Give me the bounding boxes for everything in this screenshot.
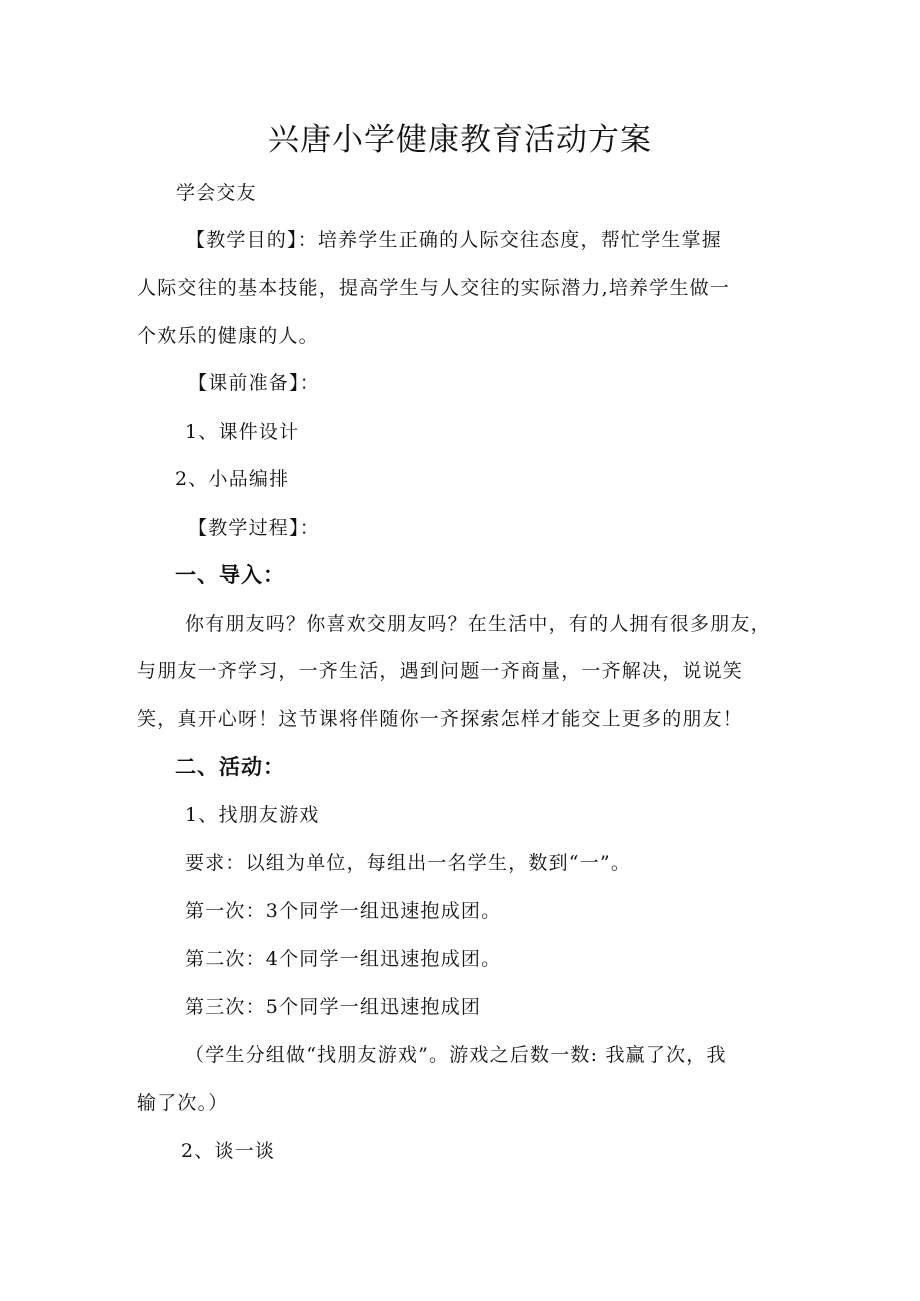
objective-line-2: 人际交往的基本技能，提高学生与人交往的实际潜力,培养学生做一 [137, 277, 731, 299]
section-1-heading: 一、导入： [175, 563, 285, 587]
lesson-subtitle: 学会交友 [176, 182, 257, 204]
activity-note-line-1: （学生分组做“找朋友游戏”。游戏之后数一数: 我赢了次，我 [185, 1044, 727, 1066]
preparation-item-2: 2、小品编排 [175, 468, 290, 490]
preparation-heading: 【课前准备】： [188, 372, 320, 394]
document-title: 兴唐小学健康教育活动方案 [268, 122, 652, 158]
activity-round-3: 第三次：5个同学一组迅速抱成团 [185, 996, 482, 1018]
section-1-line-3: 笑，真开心呀！这节课将伴随你一齐探索怎样才能交上更多的朋友！ [137, 708, 744, 730]
activity-item-1: 1、找朋友游戏 [185, 804, 320, 826]
preparation-item-1: 1、课件设计 [185, 421, 300, 443]
activity-note-line-2: 输了次。） [137, 1092, 229, 1114]
section-1-line-1: 你有朋友吗？你喜欢交朋友吗？在生活中，有的人拥有很多朋友， [185, 613, 771, 635]
activity-item-2: 2、谈一谈 [181, 1140, 276, 1162]
objective-line-1: 【教学目的】：培养学生正确的人际交往态度，帮忙学生掌握 [186, 229, 722, 251]
activity-round-1: 第一次：3个同学一组迅速抱成团。 [185, 900, 502, 922]
section-2-heading: 二、活动： [175, 755, 285, 779]
activity-round-2: 第二次：4个同学一组迅速抱成团。 [185, 948, 502, 970]
section-1-line-2: 与朋友一齐学习，一齐生活，遇到问题一齐商量，一齐解决，说说笑 [137, 660, 744, 682]
activity-requirement: 要求：以组为单位，每组出一名学生，数到“一”。 [185, 852, 632, 874]
process-heading: 【教学过程】： [188, 517, 320, 539]
objective-line-3: 个欢乐的健康的人。 [137, 325, 319, 347]
